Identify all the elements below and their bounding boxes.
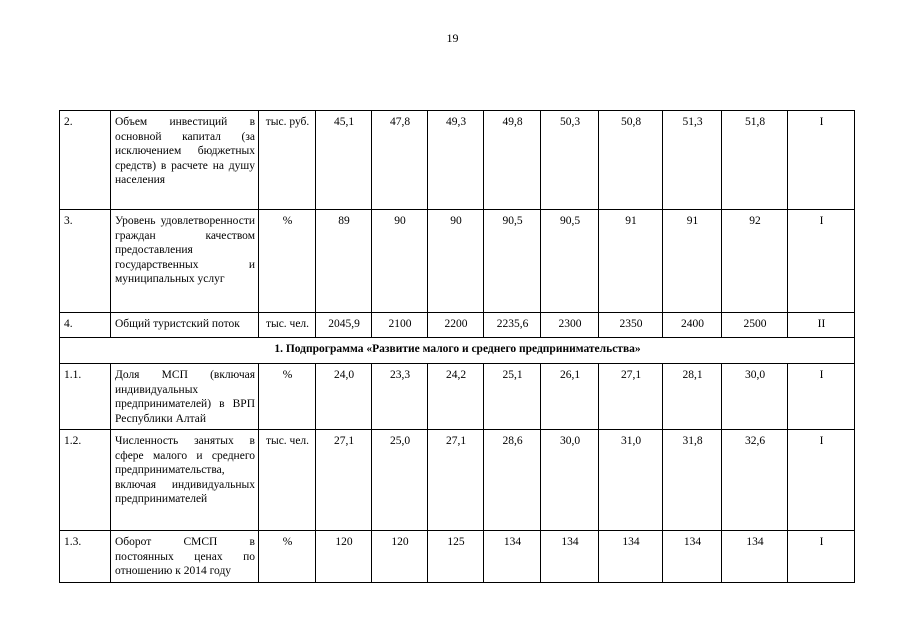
value-cell: 51,8 [722, 111, 788, 210]
unit-cell: % [259, 531, 316, 583]
value-cell: 25,1 [484, 364, 541, 430]
value-cell: 90 [428, 210, 484, 313]
indicator-name: Объем инвестиций в основной капитал (за исключением бюджетных средств) в расчете на душу населения [111, 111, 259, 210]
value-cell: 47,8 [372, 111, 428, 210]
value-cell: 32,6 [722, 430, 788, 531]
category-cell: I [788, 210, 855, 313]
row-number: 4. [60, 313, 111, 338]
value-cell: 134 [663, 531, 722, 583]
value-cell: 45,1 [316, 111, 372, 210]
value-cell: 49,8 [484, 111, 541, 210]
value-cell: 2350 [599, 313, 663, 338]
value-cell: 25,0 [372, 430, 428, 531]
table-row [60, 210, 855, 313]
value-cell: 50,3 [541, 111, 599, 210]
value-cell: 134 [484, 531, 541, 583]
category-cell: I [788, 111, 855, 210]
category-cell: I [788, 364, 855, 430]
value-cell: 120 [316, 531, 372, 583]
unit-cell: % [259, 210, 316, 313]
section-title: 1. Подпрограмма «Развитие малого и среднего предпринимательства» [60, 338, 855, 364]
value-cell: 90,5 [541, 210, 599, 313]
value-cell: 90,5 [484, 210, 541, 313]
value-cell: 2235,6 [484, 313, 541, 338]
indicator-name: Численность занятых в сфере малого и среднего предпринимательства, включая индивидуальных предпринимателей [111, 430, 259, 531]
unit-cell: тыс. руб. [259, 111, 316, 210]
value-cell: 2400 [663, 313, 722, 338]
value-cell: 134 [722, 531, 788, 583]
row-number: 3. [60, 210, 111, 313]
unit-cell: тыс. чел. [259, 313, 316, 338]
row-number: 1.3. [60, 531, 111, 583]
value-cell: 27,1 [428, 430, 484, 531]
value-cell: 24,0 [316, 364, 372, 430]
value-cell: 31,0 [599, 430, 663, 531]
value-cell: 2045,9 [316, 313, 372, 338]
row-number: 1.2. [60, 430, 111, 531]
value-cell: 120 [372, 531, 428, 583]
value-cell: 2500 [722, 313, 788, 338]
indicators-table [59, 110, 855, 583]
indicator-name: Уровень удовлетворенности граждан качеством предоставления государственных и муниципальных услуг [111, 210, 259, 313]
value-cell: 27,1 [316, 430, 372, 531]
value-cell: 91 [599, 210, 663, 313]
value-cell: 30,0 [541, 430, 599, 531]
value-cell: 89 [316, 210, 372, 313]
page-number: 19 [446, 31, 459, 45]
value-cell: 49,3 [428, 111, 484, 210]
value-cell: 31,8 [663, 430, 722, 531]
section-row [60, 338, 855, 364]
indicator-name: Доля МСП (включая индивидуальных предпринимателей) в ВРП Республики Алтай [111, 364, 259, 430]
table-row [60, 531, 855, 583]
value-cell: 28,1 [663, 364, 722, 430]
value-cell: 134 [541, 531, 599, 583]
table-row [60, 430, 855, 531]
value-cell: 90 [372, 210, 428, 313]
value-cell: 28,6 [484, 430, 541, 531]
value-cell: 23,3 [372, 364, 428, 430]
value-cell: 2300 [541, 313, 599, 338]
value-cell: 27,1 [599, 364, 663, 430]
value-cell: 51,3 [663, 111, 722, 210]
value-cell: 2100 [372, 313, 428, 338]
value-cell: 134 [599, 531, 663, 583]
table-row [60, 111, 855, 210]
value-cell: 91 [663, 210, 722, 313]
row-number: 1.1. [60, 364, 111, 430]
value-cell: 30,0 [722, 364, 788, 430]
table-row [60, 364, 855, 430]
category-cell: II [788, 313, 855, 338]
value-cell: 50,8 [599, 111, 663, 210]
value-cell: 24,2 [428, 364, 484, 430]
indicator-name: Общий туристский поток [111, 313, 259, 338]
category-cell: I [788, 430, 855, 531]
row-number: 2. [60, 111, 111, 210]
indicator-name: Оборот СМСП в постоянных ценах по отношению к 2014 году [111, 531, 259, 583]
value-cell: 2200 [428, 313, 484, 338]
category-cell: I [788, 531, 855, 583]
table-row [60, 313, 855, 338]
value-cell: 26,1 [541, 364, 599, 430]
unit-cell: % [259, 364, 316, 430]
unit-cell: тыс. чел. [259, 430, 316, 531]
value-cell: 92 [722, 210, 788, 313]
value-cell: 125 [428, 531, 484, 583]
